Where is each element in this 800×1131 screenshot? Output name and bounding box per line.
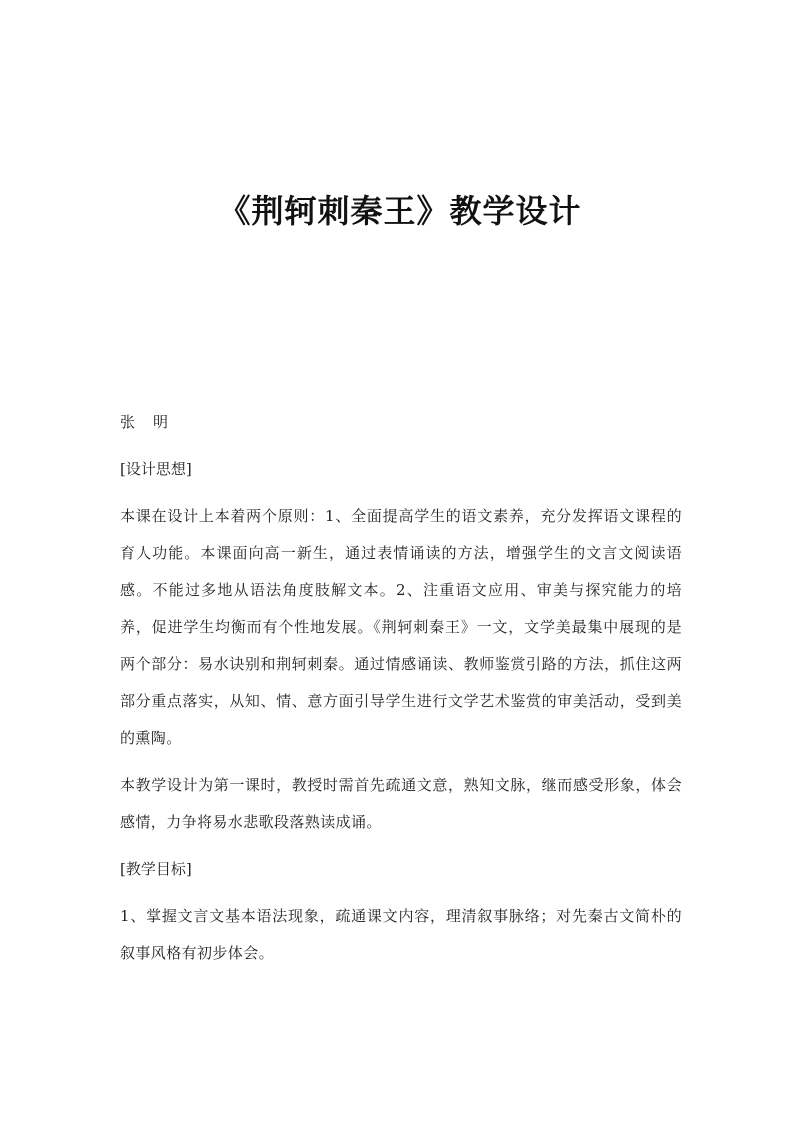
paragraph-first-lesson: 本教学设计为第一课时，教授时需首先疏通文意，熟知文脉，继而感受形象，体会感情，力争将易水悲歌段落熟读成诵。 <box>120 776 682 831</box>
section-heading-design-idea: [设计思想] <box>120 460 192 478</box>
document-title: 《荆轲刺秦王》教学设计 <box>218 192 582 230</box>
document-body <box>120 404 682 972</box>
paragraph-goal-1: 1、掌握文言文基本语法现象，疏通课文内容，理清叙事脉络；对先秦古文简朴的叙事风格有初步体会。 <box>120 907 682 962</box>
author-name: 张明 <box>120 413 187 431</box>
section-heading-teaching-goals: [教学目标] <box>120 860 192 878</box>
paragraph-design-principles: 本课在设计上本着两个原则：1、全面提高学生的语文素养，充分发挥语文课程的育人功能。本课面向高一新生，通过表情诵读的方法，增强学生的文言文阅读语感。不能过多地从语法角度肢解文本。2、注重语文应用、审美与探究能力的培养，促进学生均衡而有个性地发展。《荆轲刺秦王》一文，文学美最集中展现的是两个部分：易水诀别和荆轲刺秦。通过情感诵读、教师鉴赏引路的方法，抓住这两部分重点落实，从知、情、意方面引导学生进行文学艺术鉴赏的审美活动，受到美的熏陶。 <box>120 507 682 747</box>
